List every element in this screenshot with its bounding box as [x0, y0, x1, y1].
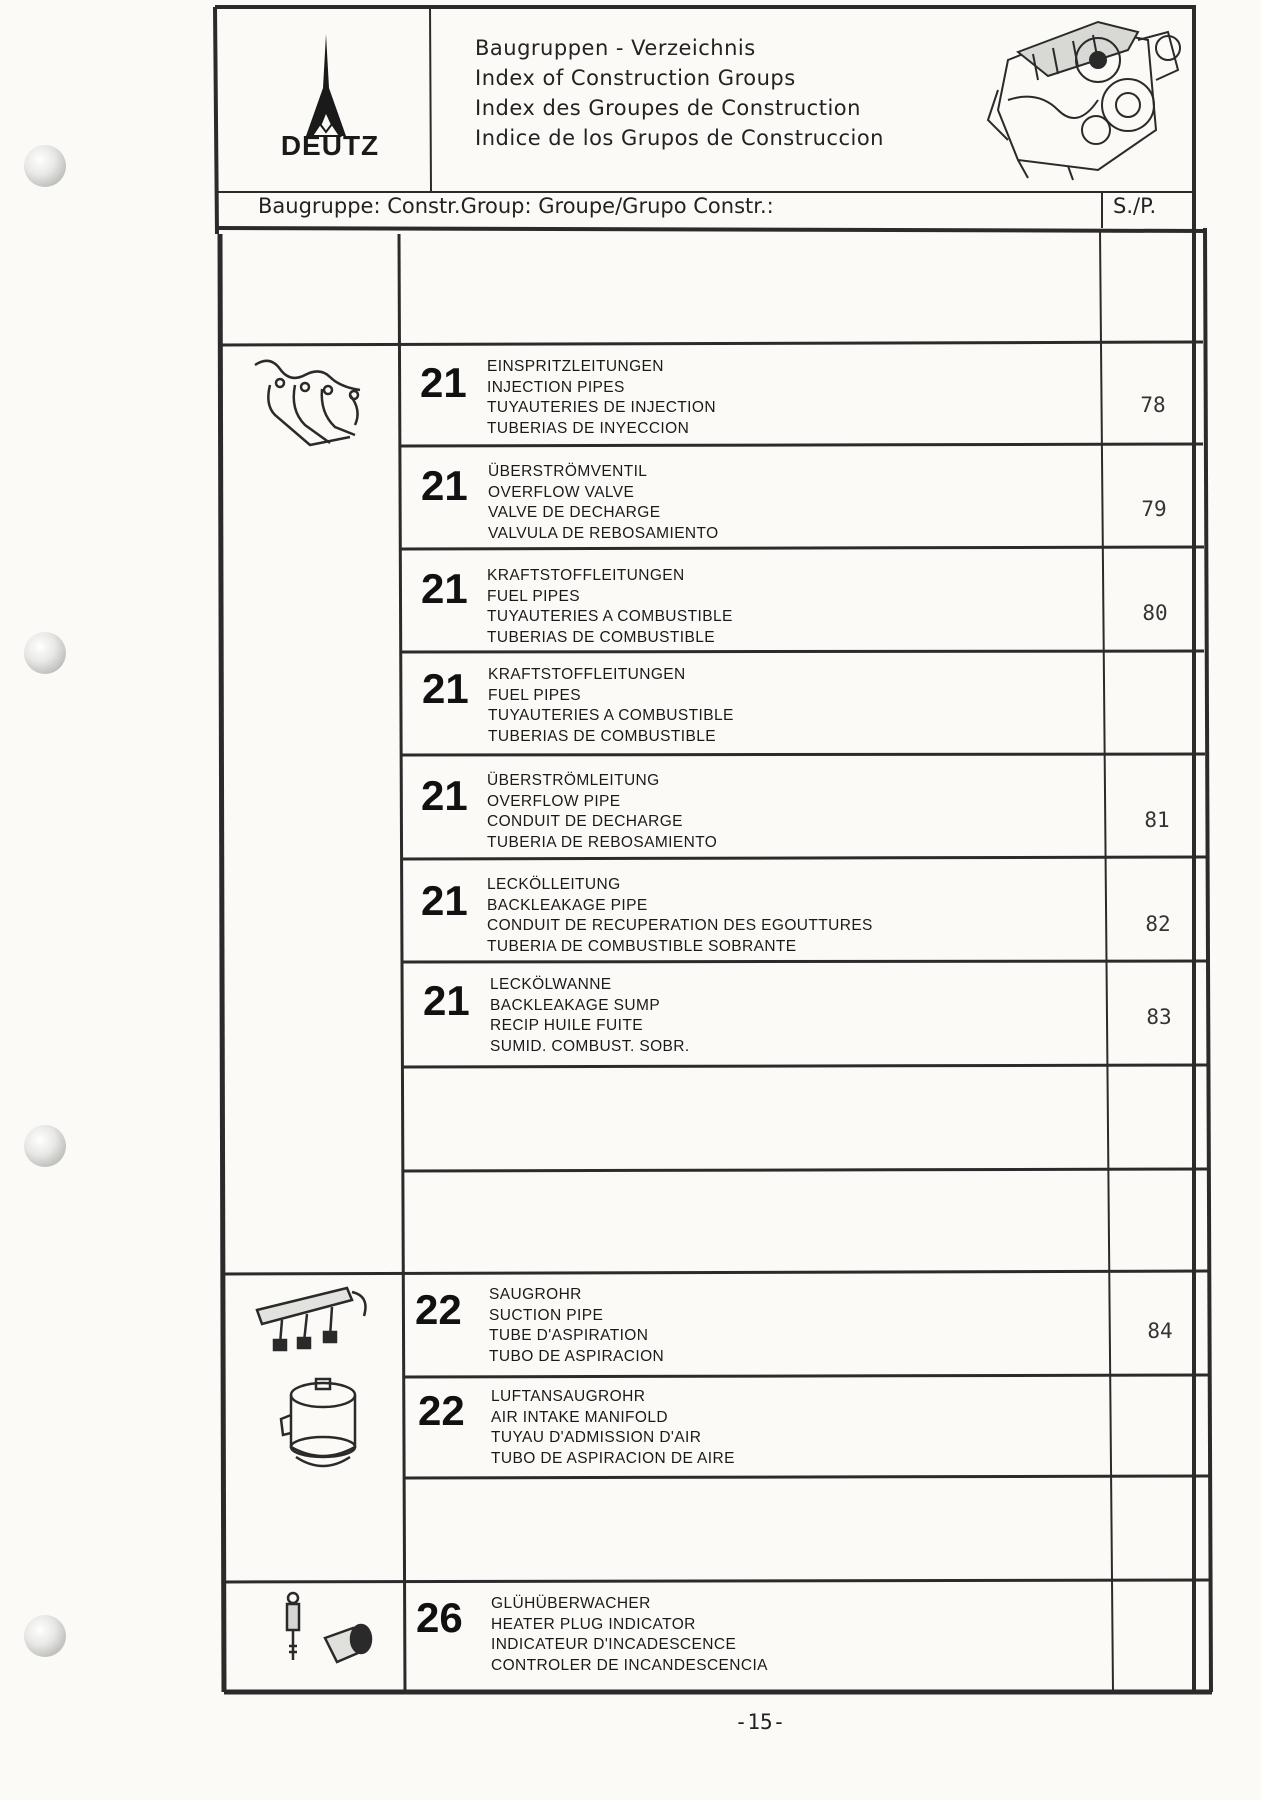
injection-pipes-illustration — [250, 355, 375, 455]
deutz-wordmark: DEUTZ — [280, 130, 380, 161]
page-reference[interactable]: 78 — [1140, 393, 1166, 417]
entry-line-de: LECKÖLLEITUNG — [487, 876, 621, 893]
group-number: 22 — [415, 1286, 462, 1333]
group-number: 21 — [420, 359, 467, 406]
entry-line-en: AIR INTAKE MANIFOLD — [491, 1408, 668, 1426]
air-intake-illustration — [278, 1375, 368, 1480]
header-title-en: Index of Construction Groups — [475, 66, 796, 90]
header-title-fr: Index des Groupes de Construction — [475, 96, 861, 120]
entry-line-de: GLÜHÜBERWACHER — [491, 1595, 651, 1612]
entry-line-fr: RECIP HUILE FUITE — [490, 1017, 643, 1035]
group-number: 21 — [421, 565, 468, 612]
entry-line-fr: CONDUIT DE DECHARGE — [487, 813, 683, 831]
entry-descriptions — [491, 1594, 768, 1677]
entry-line-en: HEATER PLUG INDICATOR — [491, 1615, 696, 1633]
entry-line-es: CONTROLER DE INCANDESCENCIA — [491, 1657, 768, 1675]
entry-line-de: EINSPRITZLEITUNGEN — [487, 358, 664, 375]
entry-line-de: SAUGROHR — [489, 1286, 582, 1303]
entry-line-fr: VALVE DE DECHARGE — [488, 504, 661, 522]
group-number: 21 — [422, 665, 469, 712]
page-reference[interactable]: 80 — [1142, 601, 1168, 625]
entry-line-en: BACKLEAKAGE SUMP — [490, 996, 661, 1014]
group-number: 22 — [418, 1387, 465, 1434]
entry-descriptions — [491, 1387, 735, 1470]
entry-descriptions — [490, 975, 690, 1058]
deutz-logo — [240, 28, 410, 161]
entry-line-es: TUBERIAS DE COMBUSTIBLE — [487, 629, 715, 647]
page-reference[interactable]: 79 — [1141, 497, 1167, 521]
construction-group-label: Baugruppe: Constr.Group: Groupe/Grupo Constr.: — [258, 194, 774, 218]
entry-line-es: TUBERIA DE COMBUSTIBLE SOBRANTE — [487, 938, 797, 956]
entry-descriptions — [487, 875, 873, 958]
entry-line-fr: CONDUIT DE RECUPERATION DES EGOUTTURES — [487, 917, 873, 935]
entry-line-es: TUBERIA DE REBOSAMIENTO — [487, 834, 718, 852]
entry-line-es: TUBO DE ASPIRACION — [489, 1348, 665, 1366]
entry-line-es: TUBO DE ASPIRACION DE AIRE — [491, 1450, 735, 1468]
entry-line-es: TUBERIAS DE INYECCION — [487, 420, 690, 438]
entry-line-en: OVERFLOW PIPE — [487, 792, 621, 810]
page-reference[interactable]: 83 — [1146, 1005, 1172, 1029]
entry-line-fr: INDICATEUR D'INCADESCENCE — [491, 1636, 737, 1654]
suction-pipe-illustration — [252, 1282, 377, 1357]
page-column-label: S./P. — [1113, 194, 1157, 218]
entry-line-es: VALVULA DE REBOSAMIENTO — [488, 525, 719, 543]
group-number: 21 — [421, 462, 468, 509]
entry-line-fr: TUYAUTERIES DE INJECTION — [487, 399, 716, 417]
header-title-de: Baugruppen - Verzeichnis — [475, 36, 756, 60]
group-number: 26 — [416, 1594, 463, 1641]
entry-line-en: OVERFLOW VALVE — [488, 483, 635, 501]
entry-line-en: INJECTION PIPES — [487, 378, 625, 396]
entry-line-de: ÜBERSTRÖMVENTIL — [488, 463, 648, 480]
header-title-es: Indice de los Grupos de Construccion — [475, 126, 884, 150]
heater-plug-illustration — [275, 1590, 380, 1670]
entry-line-en: FUEL PIPES — [487, 587, 581, 605]
page-number: -15- — [734, 1710, 786, 1734]
entry-line-de: LUFTANSAUGROHR — [491, 1388, 646, 1405]
entry-line-fr: TUYAUTERIES A COMBUSTIBLE — [487, 608, 733, 626]
engine-illustration — [978, 10, 1188, 182]
entry-line-en: BACKLEAKAGE PIPE — [487, 896, 648, 914]
entry-line-fr: TUYAU D'ADMISSION D'AIR — [491, 1429, 702, 1447]
group-number: 21 — [421, 772, 468, 819]
entry-line-es: SUMID. COMBUST. SOBR. — [490, 1038, 690, 1056]
entry-line-fr: TUYAUTERIES A COMBUSTIBLE — [488, 707, 734, 725]
entry-descriptions — [488, 462, 719, 545]
group-number: 21 — [423, 977, 470, 1024]
entry-line-de: ÜBERSTRÖMLEITUNG — [487, 772, 660, 789]
entry-line-en: FUEL PIPES — [488, 686, 582, 704]
page-reference[interactable]: 82 — [1145, 912, 1171, 936]
entry-line-es: TUBERIAS DE COMBUSTIBLE — [488, 728, 716, 746]
page-reference[interactable]: 84 — [1147, 1319, 1173, 1343]
entry-descriptions — [489, 1285, 664, 1368]
entry-descriptions — [487, 771, 717, 854]
entry-line-en: SUCTION PIPE — [489, 1306, 604, 1324]
entry-descriptions — [487, 357, 716, 440]
entry-descriptions — [487, 566, 733, 649]
entry-line-de: KRAFTSTOFFLEITUNGEN — [488, 666, 686, 683]
group-number: 21 — [421, 877, 468, 924]
entry-line-de: LECKÖLWANNE — [490, 976, 612, 993]
entry-descriptions — [488, 665, 734, 748]
page-reference[interactable]: 81 — [1144, 808, 1170, 832]
entry-line-fr: TUBE D'ASPIRATION — [489, 1327, 649, 1345]
entry-line-de: KRAFTSTOFFLEITUNGEN — [487, 567, 685, 584]
